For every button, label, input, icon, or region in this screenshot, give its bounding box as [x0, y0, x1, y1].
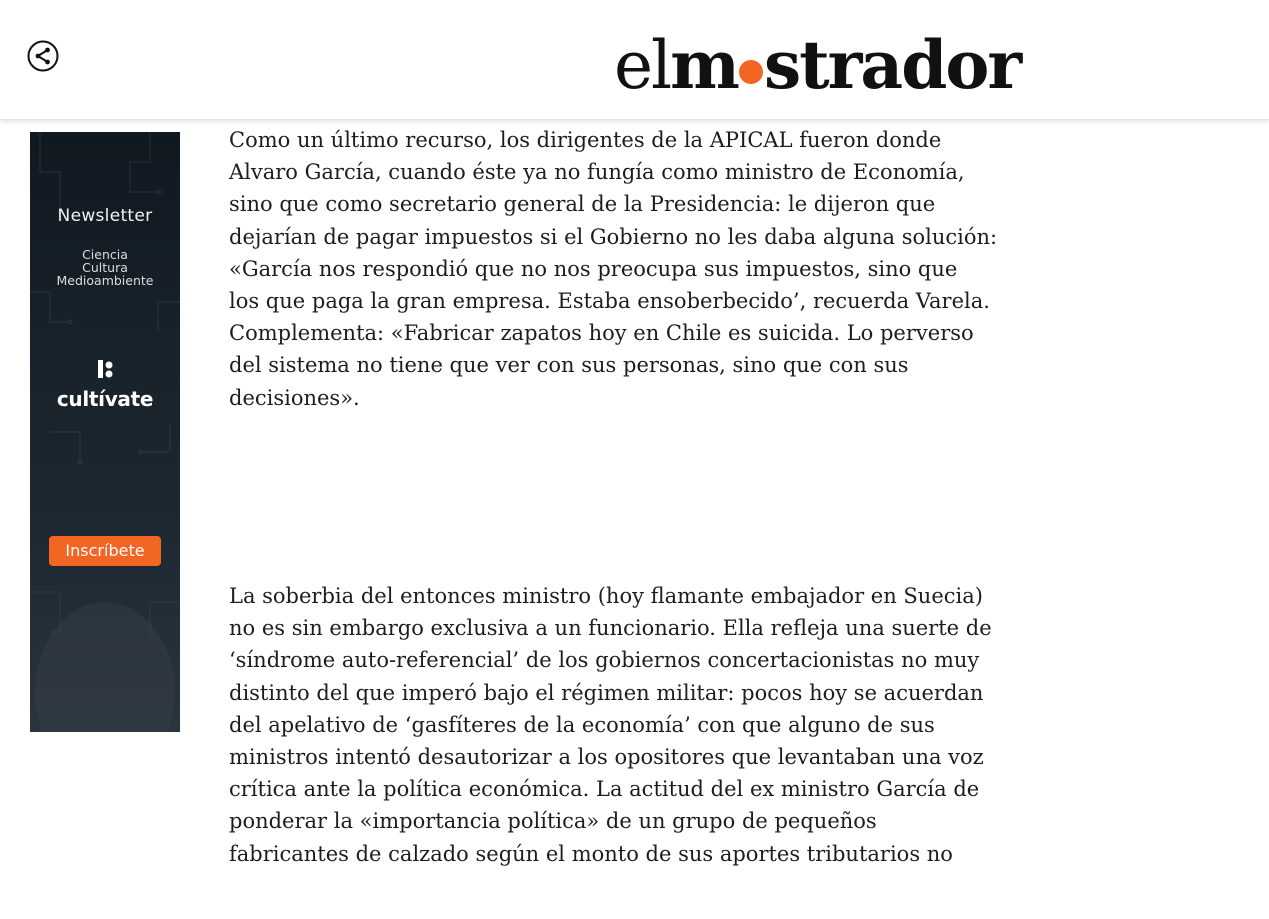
article-paragraph: [229, 124, 1129, 414]
paragraph-line: Complementa: «Fabricar zapatos hoy en Chile es suicida. Lo perverso: [229, 321, 974, 346]
ad-newsletter-title: Newsletter: [57, 206, 153, 226]
newsletter-ad-banner[interactable]: [30, 132, 180, 732]
ad-brand-name: cultívate: [56, 387, 154, 411]
share-button[interactable]: [27, 40, 59, 72]
paragraph-line: dejarían de pagar impuestos si el Gobierno no les daba alguna solución:: [229, 224, 998, 249]
paragraph-line: no es sin embargo exclusiva a un funcionario. Ella refleja una suerte de: [229, 616, 992, 641]
paragraph-line: crítica ante la política económica. La actitud del ex ministro García de: [229, 777, 980, 802]
logo-dot-icon: [739, 60, 763, 84]
ad-topic: Medioambiente: [56, 273, 154, 288]
site-header: [0, 0, 1269, 120]
paragraph-line: ministros intentó desautorizar a los opositores que levantaban una voz: [229, 745, 984, 770]
paragraph-line: «García nos respondió que no nos preocupa sus impuestos, sino que: [229, 256, 958, 281]
subscribe-button[interactable]: Inscríbete: [49, 536, 161, 566]
paragraph-line: del apelativo de ‘gasfíteres de la economía’ con que alguno de sus: [229, 712, 935, 737]
paragraph-line: decisiones».: [229, 385, 360, 410]
paragraph-line: fabricantes de calzado según el monto de sus aportes tributarios no: [229, 841, 953, 866]
cultivate-logo-icon: [96, 358, 116, 380]
paragraph-line: La soberbia del entonces ministro (hoy flamante embajador en Suecia): [229, 584, 983, 608]
site-logo[interactable]: [614, 26, 1020, 106]
paragraph-line: ponderar la «importancia política» de un grupo de pequeños: [229, 809, 877, 834]
paragraph-line: distinto del que imperó bajo el régimen militar: pocos hoy se acuerdan: [229, 680, 984, 705]
paragraph-line: del sistema no tiene que ver con sus personas, sino que con sus: [229, 353, 909, 378]
ad-topic: Ciencia: [82, 247, 128, 262]
share-icon: [27, 40, 59, 72]
paragraph-line: los que paga la gran empresa. Estaba ensoberbecido’, recuerda Varela.: [229, 289, 990, 314]
paragraph-line: sino que como secretario general de la Presidencia: le dijeron que: [229, 192, 936, 217]
logo-part-1: m: [670, 26, 739, 104]
article-paragraph: [229, 580, 1129, 870]
ad-topics-list: [30, 248, 180, 287]
logo-part-2: strador: [764, 26, 1021, 104]
paragraph-line: Alvaro García, cuando éste ya no fungía como ministro de Economía,: [229, 160, 965, 185]
logo-prefix: el: [614, 27, 671, 104]
ad-topic: Cultura: [82, 260, 128, 275]
paragraph-line: ‘síndrome auto-referencial’ de los gobiernos concertacionistas no muy: [229, 648, 980, 673]
paragraph-line: Como un último recurso, los dirigentes de la APICAL fueron donde: [229, 128, 942, 152]
